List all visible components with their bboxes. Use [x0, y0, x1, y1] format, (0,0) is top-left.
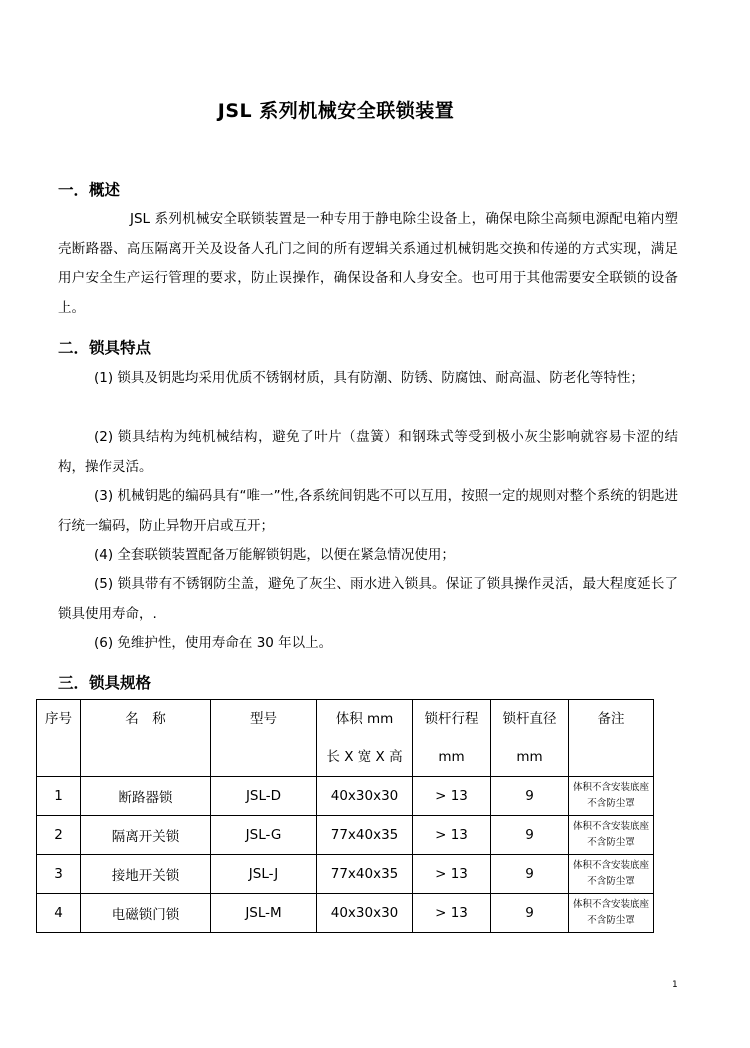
- column-header-no: 序号: [37, 700, 81, 777]
- cell-stroke: > 13: [413, 894, 491, 933]
- cell-stroke: > 13: [413, 816, 491, 855]
- cell-model: JSL-M: [211, 894, 317, 933]
- cell-no: 1: [37, 777, 81, 816]
- feature-item-4: (4) 全套联锁装置配备万能解锁钥匙，以便在紧急情况使用；: [94, 547, 455, 563]
- table-row: [37, 855, 654, 894]
- cell-name: 电磁锁门锁: [81, 894, 211, 933]
- page-number: 1: [672, 980, 678, 990]
- feature-item-5: (5) 锁具带有不锈钢防尘盖，避免了灰尘、雨水进入锁具。保证了锁具操作灵活，最大程度延长了锁具使用寿命，.: [58, 576, 678, 622]
- cell-size: 77x40x35: [317, 855, 413, 894]
- table-row: [37, 894, 654, 933]
- cell-note: 体积不含安装底座 不含防尘罩: [569, 777, 654, 816]
- cell-model: JSL-J: [211, 855, 317, 894]
- feature-item-1: (1) 锁具及钥匙均采用优质不锈钢材质，具有防潮、防锈、防腐蚀、耐高温、防老化等特性；: [94, 370, 644, 386]
- section-heading-specs: 三．锁具规格: [58, 674, 152, 692]
- cell-note: 体积不含安装底座 不含防尘罩: [569, 816, 654, 855]
- feature-item-6: (6) 免维护性，使用寿命在 30 年以上。: [94, 635, 333, 651]
- column-header-name: 名 称: [81, 700, 211, 777]
- overview-paragraph: JSL 系列机械安全联锁装置是一种专用于静电除尘设备上，确保电除尘高频电源配电箱内塑壳断路器、高压隔离开关及设备人孔门之间的所有逻辑关系通过机械钥匙交换和传递的方式实现，满足用户安全生产运行管理的要求，防止误操作，确保设备和人身安全。也可用于其他需要安全联锁的设备上。: [58, 211, 678, 316]
- feature-item-2: (2) 锁具结构为纯机械结构，避免了叶片（盘簧）和钢珠式等受到极小灰尘影响就容易卡涩的结构，操作灵活。: [58, 429, 678, 475]
- cell-name: 断路器锁: [81, 777, 211, 816]
- cell-size: 40x30x30: [317, 894, 413, 933]
- column-header-model: 型号: [211, 700, 317, 777]
- document-title: JSL 系列机械安全联锁装置: [217, 100, 455, 122]
- section-heading-overview: 一．概述: [58, 181, 121, 199]
- cell-no: 3: [37, 855, 81, 894]
- column-header-note: 备注: [569, 700, 654, 777]
- cell-size: 40x30x30: [317, 777, 413, 816]
- cell-diameter: 9: [491, 816, 569, 855]
- table-header-row: [37, 700, 654, 777]
- column-header-size: 体积 mm 长 X 宽 X 高: [317, 700, 413, 777]
- feature-item-3: (3) 机械钥匙的编码具有“唯一”性,各系统间钥匙不可以互用，按照一定的规则对整个系统的钥匙进行统一编码，防止异物开启或互开；: [58, 488, 678, 534]
- cell-no: 2: [37, 816, 81, 855]
- cell-name: 接地开关锁: [81, 855, 211, 894]
- cell-name: 隔离开关锁: [81, 816, 211, 855]
- cell-note: 体积不含安装底座 不含防尘罩: [569, 855, 654, 894]
- section-heading-features: 二．锁具特点: [58, 339, 152, 357]
- cell-diameter: 9: [491, 855, 569, 894]
- cell-stroke: > 13: [413, 855, 491, 894]
- cell-diameter: 9: [491, 894, 569, 933]
- cell-model: JSL-G: [211, 816, 317, 855]
- spec-table: [36, 699, 654, 933]
- cell-stroke: > 13: [413, 777, 491, 816]
- column-header-diameter: 锁杆直径 mm: [491, 700, 569, 777]
- cell-model: JSL-D: [211, 777, 317, 816]
- cell-diameter: 9: [491, 777, 569, 816]
- column-header-stroke: 锁杆行程 mm: [413, 700, 491, 777]
- cell-note: 体积不含安装底座 不含防尘罩: [569, 894, 654, 933]
- cell-size: 77x40x35: [317, 816, 413, 855]
- table-row: [37, 777, 654, 816]
- table-row: [37, 816, 654, 855]
- cell-no: 4: [37, 894, 81, 933]
